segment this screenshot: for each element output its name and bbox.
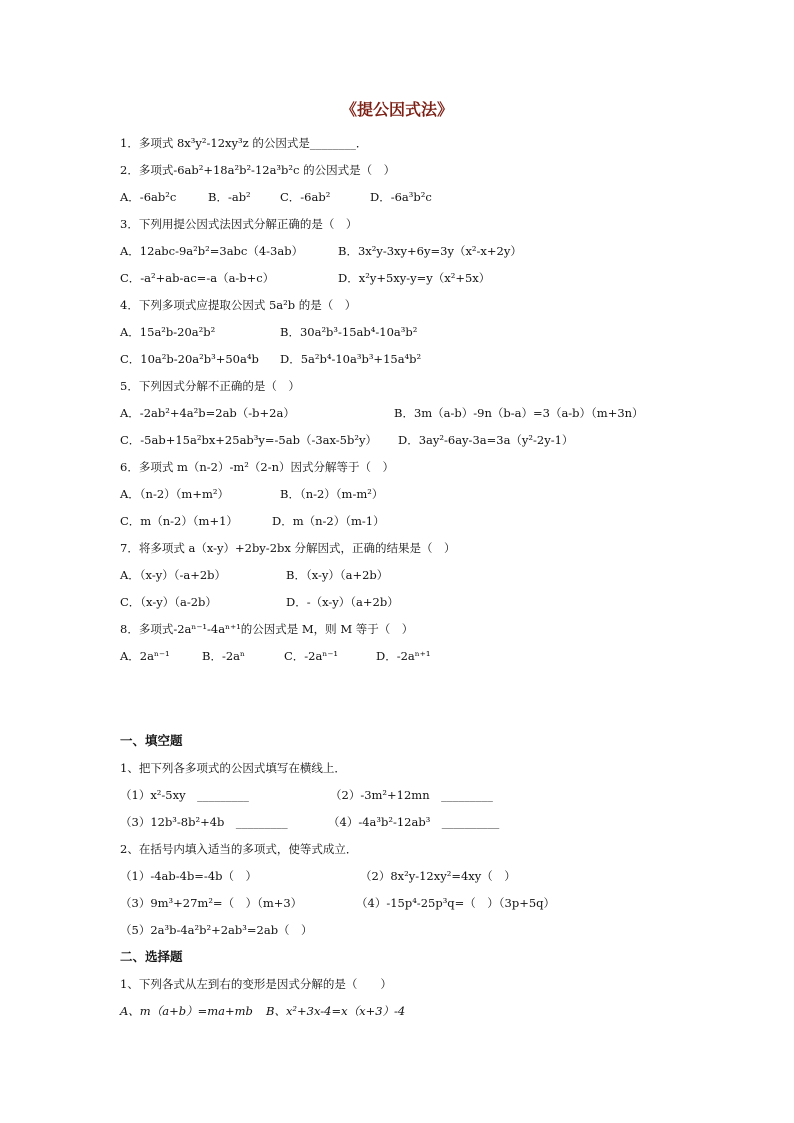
page-title: 《提公因式法》 xyxy=(340,100,453,119)
option-d: D．x²y+5xy-y=y（x²+5x） xyxy=(338,271,491,285)
question-2: 2．多项式-6ab²+18a²b²-12a³b²c 的公因式是（ ） xyxy=(120,163,396,177)
item-2: （2）-3m²+12mn _________ xyxy=(330,788,493,802)
option-c: C．-a²+ab-ac=-a（a-b+c） xyxy=(120,271,275,285)
option-a: A、m（a+b）=ma+mb xyxy=(120,1004,253,1018)
option-d: D．3ay²-6ay-3a=3a（y²-2y-1） xyxy=(398,433,574,447)
option-d: D．-2aⁿ⁺¹ xyxy=(376,649,431,663)
question-3: 3．下列用提公因式法因式分解正确的是（ ） xyxy=(120,217,358,231)
fill-in-question-1: 1、把下列各多项式的公因式填写在横线上． xyxy=(120,761,346,775)
option-b: B．-2aⁿ xyxy=(202,649,245,663)
question-8: 8．多项式-2aⁿ⁻¹-4aⁿ⁺¹的公因式是 M，则 M 等于（ ） xyxy=(120,622,414,636)
option-d: D．m（n-2）（m-1） xyxy=(272,514,385,528)
option-a: A．-2ab²+4a²b=2ab（-b+2a） xyxy=(120,406,295,420)
option-c: C．m（n-2）（m+1） xyxy=(120,514,238,528)
option-a: A．2aⁿ⁻¹ xyxy=(120,649,170,663)
option-a: A．-6ab²c xyxy=(120,190,177,204)
item-1: （1）-4ab-4b=-4b（ ） xyxy=(120,869,257,883)
option-c: C．（x-y）（a-2b） xyxy=(120,595,217,609)
option-d: D．-（x-y）（a+2b） xyxy=(286,595,399,609)
option-b: B、x²+3x-4=x（x+3）-4 xyxy=(266,1004,406,1018)
option-a: A．12abc-9a²b²=3abc（4-3ab） xyxy=(120,244,304,258)
option-b: B．-ab² xyxy=(208,190,251,204)
question-7: 7．将多项式 a（x-y）+2by-2bx 分解因式，正确的结果是（ ） xyxy=(120,541,456,555)
item-3: （3）12b³-8b²+4b _________ xyxy=(120,815,288,829)
item-1: （1）x²-5xy _________ xyxy=(120,788,249,802)
option-b: B．3m（a-b）-9n（b-a）=3（a-b）（m+3n） xyxy=(394,406,644,420)
section-multiple-choice: 二、选择题 xyxy=(120,949,183,964)
option-b: B．30a²b³-15ab⁴-10a³b² xyxy=(280,325,418,339)
option-a: A．15a²b-20a²b² xyxy=(120,325,216,339)
item-5: （5）2a³b-4a²b²+2ab³=2ab（ ） xyxy=(120,923,313,937)
question-5: 5．下列因式分解不正确的是（ ） xyxy=(120,379,300,393)
fill-in-question-2: 2、在括号内填入适当的多项式，使等式成立． xyxy=(120,842,358,856)
section-fill-in: 一、填空题 xyxy=(120,733,183,748)
option-a: A．（n-2）（m+m²） xyxy=(120,487,229,501)
item-4: （4）-4a³b²-12ab³ __________ xyxy=(328,815,500,829)
choice-question-1: 1、下列各式从左到右的变形是因式分解的是（ ） xyxy=(120,977,392,991)
question-4: 4．下列多项式应提取公因式 5a²b 的是（ ） xyxy=(120,298,357,312)
question-1: 1．多项式 8x³y²-12xy³z 的公因式是________． xyxy=(120,136,368,150)
option-c: C．-5ab+15a²bx+25ab³y=-5ab（-3ax-5b²y） xyxy=(120,433,377,447)
option-c: C．-2aⁿ⁻¹ xyxy=(284,649,339,663)
option-d: D．-6a³b²c xyxy=(370,190,432,204)
option-b: B．（n-2）（m-m²） xyxy=(280,487,384,501)
option-c: C．-6ab² xyxy=(280,190,331,204)
option-c: C．10a²b-20a²b³+50a⁴b xyxy=(120,352,259,366)
question-6: 6．多项式 m（n-2）-m²（2-n）因式分解等于（ ） xyxy=(120,460,394,474)
option-b: B．（x-y）（a+2b） xyxy=(286,568,389,582)
option-d: D．5a²b⁴-10a³b³+15a⁴b² xyxy=(280,352,422,366)
item-4: （4）-15p⁴-25p³q=（ ）（3p+5q） xyxy=(356,896,556,910)
option-b: B．3x²y-3xy+6y=3y（x²-x+2y） xyxy=(338,244,522,258)
item-3: （3）9m³+27m²=（ ）（m+3） xyxy=(120,896,303,910)
item-2: （2）8x²y-12xy²=4xy（ ） xyxy=(360,869,516,883)
option-a: A．（x-y）（-a+2b） xyxy=(120,568,227,582)
